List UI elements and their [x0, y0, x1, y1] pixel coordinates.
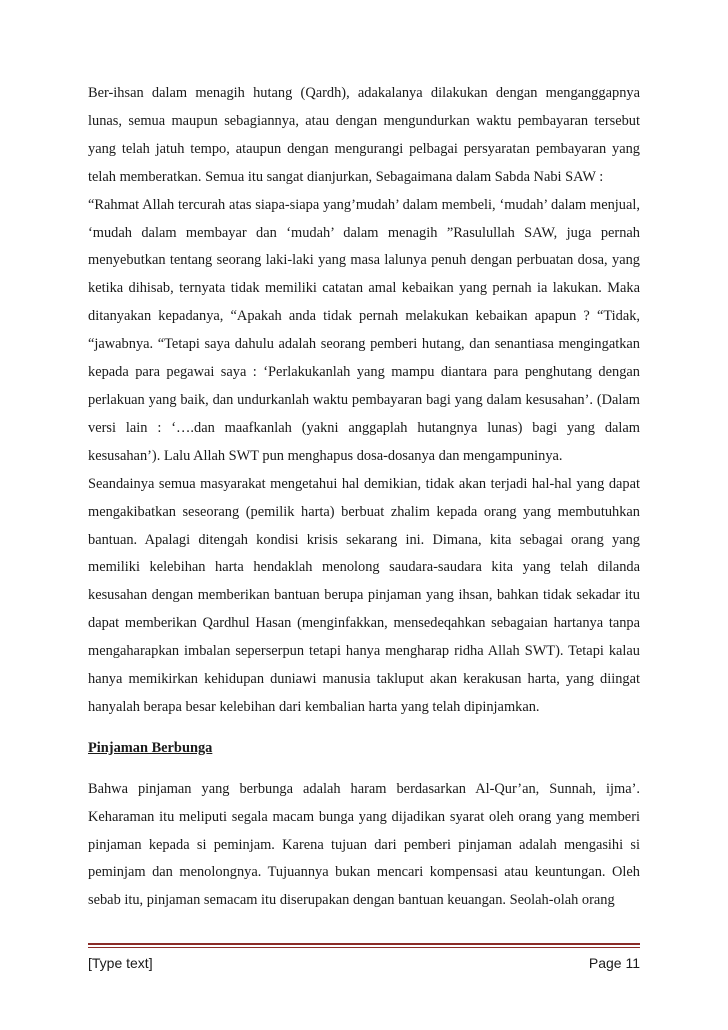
- page-number: Page 11: [588, 955, 640, 971]
- section-heading-pinjaman-berbunga: Pinjaman Berbunga: [88, 739, 213, 756]
- footer-placeholder-text: [Type text]: [88, 955, 153, 971]
- paragraph-hadith-quote: “Rahmat Allah tercurah atas siapa-siapa yang’mudah’ dalam membeli, ‘mudah’ dalam menjual, ‘mudah dalam membayar dan ‘mudah’ dalam menagih ”Rasulullah SAW, juga pernah menyebutkan tentang seorang laki-laki yang masa lalunya penuh dengan perbuatan dosa, yang ketika dihisab, ternyata tidak memiliki catatan amal kebaikan yang pernah ia lakukan. Maka ditanyakan kepadanya, “Apakah anda tidak pernah melakukan kebaikan apapun ? “Tidak, “jawabnya. “Tetapi saya dahulu adalah seorang pemberi hutang, dan senantiasa mengingatkan kepada para pegawai saya : ‘Perlakukanlah yang mampu diantara para penghutang dengan perlakuan yang baik, dan undurkanlah waktu pembayaran bagi yang dalam kesusahan’. (Dalam versi lain : ‘….dan maafkanlah (yakni anggaplah hutangnya lunas) bagi yang dalam kesusahan’). Lalu Allah SWT pun menghapus dosa-dosanya dan mengampuninya.: [88, 196, 640, 464]
- footer-rule-thick: [88, 943, 640, 945]
- document-body: [88, 80, 640, 915]
- paragraph-pinjaman-berbunga: Bahwa pinjaman yang berbunga adalah haram berdasarkan Al-Qur’an, Sunnah, ijma’. Keharaman itu meliputi segala macam bunga yang dijadikan syarat oleh orang yang memberi pinjaman kepada si peminjam. Karena tujuan dari pemberi pinjaman adalah mengasihi si peminjam dan menolongnya. Tujuannya bukan mencari kompensasi atau keuntungan. Oleh sebab itu, pinjaman semacam itu diserupakan dengan bantuan keuangan. Seolah-olah orang: [88, 780, 640, 909]
- footer-rule-thin: [88, 947, 640, 948]
- paragraph-masyarakat: Seandainya semua masyarakat mengetahui hal demikian, tidak akan terjadi hal-hal yang dapat mengakibatkan seseorang (pemilik harta) berbuat zhalim kepada orang yang membutuhkan bantuan. Apalagi ditengah kondisi krisis sekarang ini. Dimana, kita sebagai orang yang memiliki kelebihan harta hendaklah menolong saudara-saudara kita yang telah dilanda kesusahan dengan memberikan bantuan berupa pinjaman yang ihsan, bahkan tidak sekadar itu dapat memberikan Qardhul Hasan (menginfakkan, mensedeqahkan sebagaian hartanya tanpa mengaharapkan imbalan seperserpun tetapi hanya mengharap ridha Allah SWT). Tetapi kalau hanya memikirkan kehidupan duniawi manusia takluput akan kerakusan harta, yang diingat hanyalah berapa besar kelebihan dari kembalian harta yang telah dipinjamkan.: [88, 475, 640, 715]
- paragraph-ihsan-menagih: Ber-ihsan dalam menagih hutang (Qardh), adakalanya dilakukan dengan menganggapnya lunas, semua maupun sebagiannya, atau dengan mengundurkan waktu pembayaran tersebut yang telah jatuh tempo, ataupun dengan mengurangi pelbagai persyaratan pembayaran yang telah memberatkan. Semua itu sangat dianjurkan, Sebagaimana dalam Sabda Nabi SAW :: [88, 85, 640, 185]
